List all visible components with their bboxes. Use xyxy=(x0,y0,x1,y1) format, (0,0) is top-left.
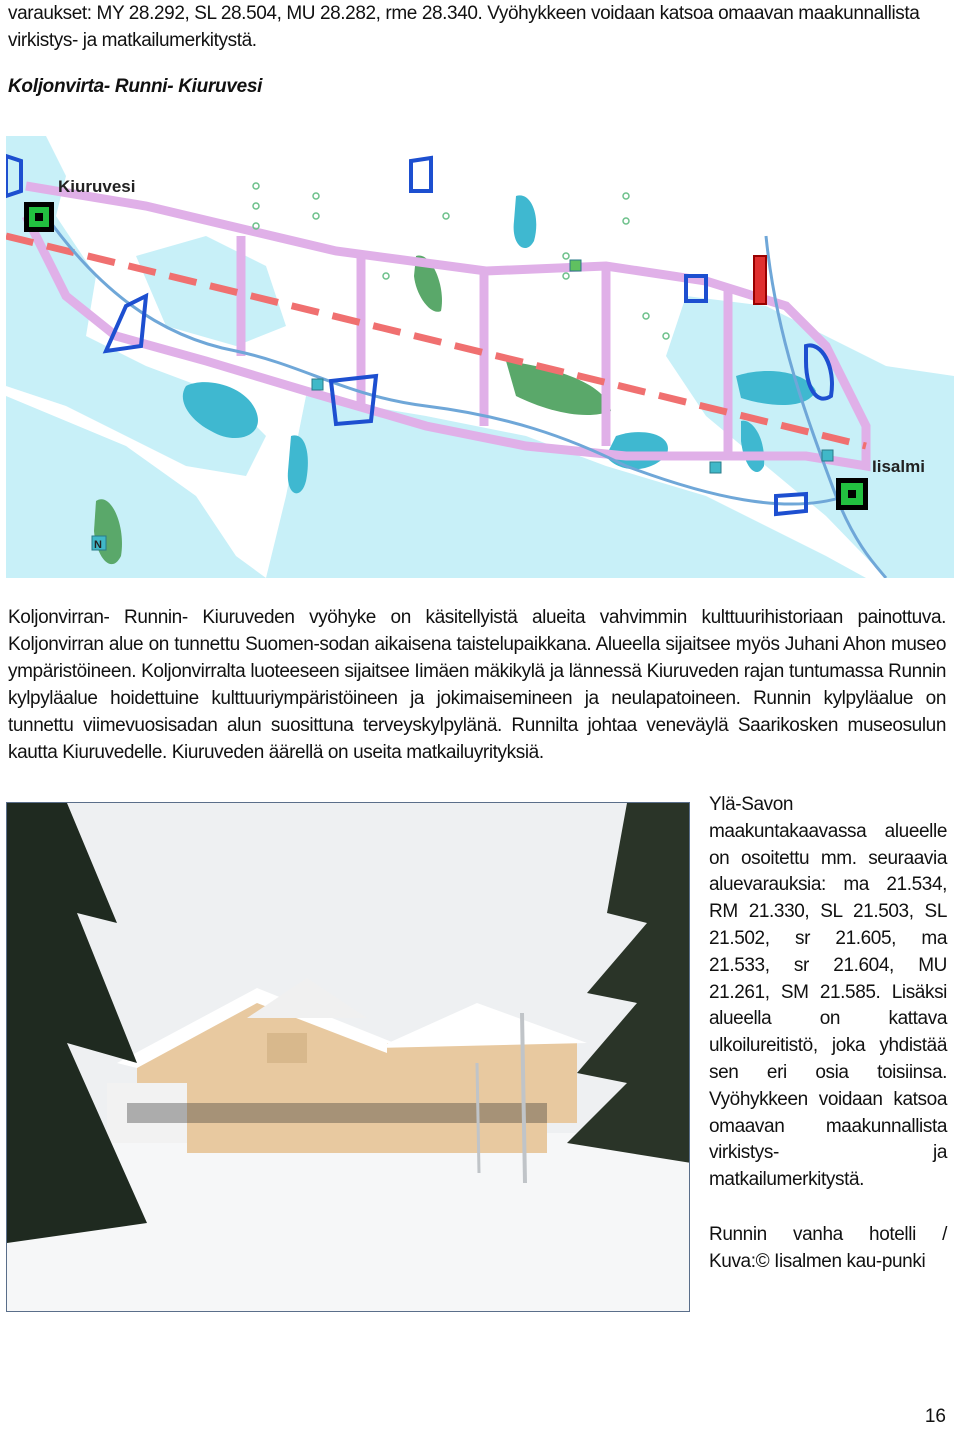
zone-map xyxy=(6,136,954,578)
section-heading: Koljonvirta- Runni- Kiuruvesi xyxy=(8,76,263,97)
intro-text: varaukset: MY 28.292, SL 28.504, MU 28.282, rme 28.340. Vyöhykkeen voidaan katsoa omaavan maakunnallista virkistys- ja matkailumerkitystä. xyxy=(8,3,920,51)
map-town-marker-east xyxy=(836,478,868,510)
photo-caption: Runnin vanha hotelli / Kuva:© Iisalmen kau-punki xyxy=(709,1224,947,1272)
map-label-iisalmi: Iisalmi xyxy=(872,457,925,476)
page-number: 16 xyxy=(924,1406,946,1427)
map-town-marker-west xyxy=(24,202,54,232)
side-text: Ylä-Savon maakuntakaavassa alueelle on osoitettu mm. seuraavia aluevarauksia: ma 21.534, RM 21.330, SL 21.503, SL 21.502, sr 21.605, ma 21.533, sr 21.604, MU 21.261, SM 21.585. Lisäksi alueella on kattava ulkoilureitistö, joka yhdistää sen eri osia toisiinsa. Vyöhykkeen voidaan katsoa omaavan maakunnallista virkistys- ja matkailumerkitystä. xyxy=(709,794,947,1191)
map-red-marker xyxy=(754,256,766,304)
map-symbol-n: N xyxy=(94,539,102,551)
hotel-photo xyxy=(6,802,690,1312)
body-paragraph: Koljonvirran- Runnin- Kiuruveden vyöhyke on käsitellyistä alueita vahvimmin kulttuurihistoriaan painottuva. Koljonvirran alue on tunnettu Suomen-sodan aikaisena taistelupaikkana. Alueella sijaitsee myös Juhani Ahon museo ympäristöineen. Koljonvirralta luoteeseen sijaitsee Iimäen mäkikylä ja lännessä Kiuruveden rajan tuntumassa Runnin kylpyläalue hoidettuine kulttuuriympäristöineen ja jokimaisemineen ja neulapatoineen. Runnin kylpyläalue on tunnettu viimevuosisadan alun suosittuna terveyskylpylänä. Runnilta johtaa veneväylä Saarikosken museosulun kautta Kiuruvedelle. Kiuruveden äärellä on useita matkailuyrityksiä. xyxy=(8,607,946,763)
map-label-kiuruvesi: Kiuruvesi xyxy=(58,177,136,196)
